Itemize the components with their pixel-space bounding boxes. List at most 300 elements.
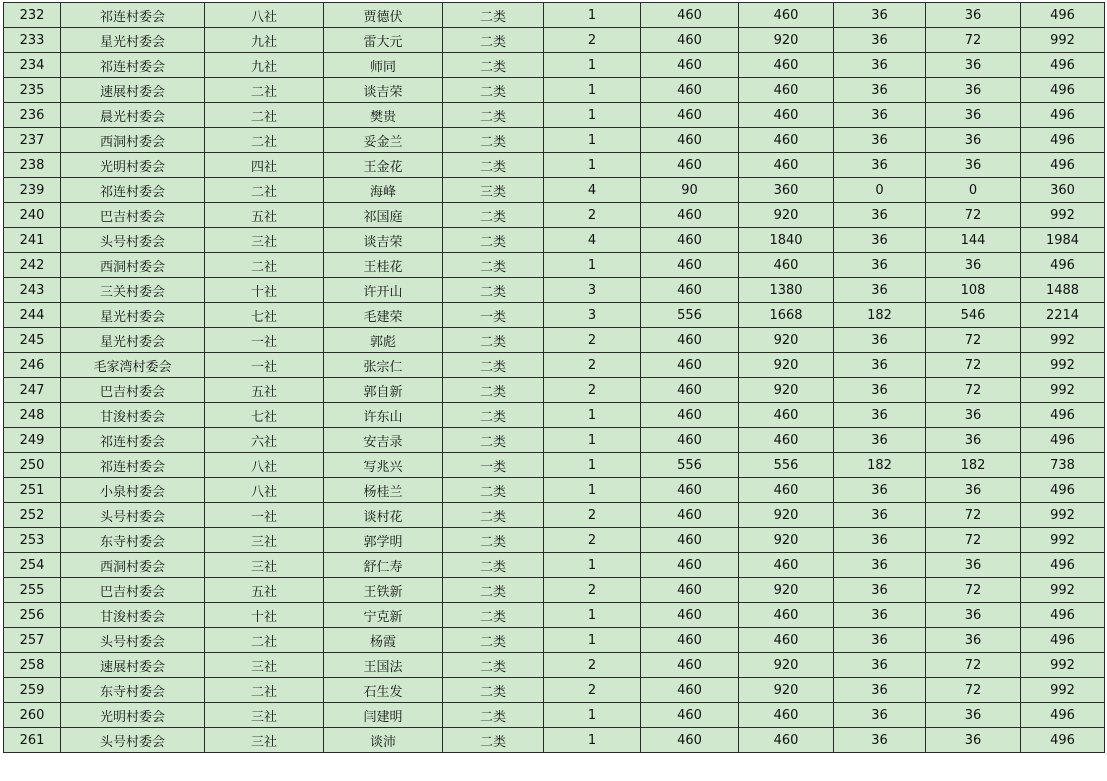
cell-category[interactable]: 二类 (443, 403, 544, 428)
cell-village[interactable]: 头号村委会 (61, 503, 205, 528)
cell-standard[interactable]: 460 (641, 228, 739, 253)
cell-name[interactable]: 舒仁寿 (324, 553, 443, 578)
cell-total[interactable]: 460 (739, 628, 834, 653)
cell-village[interactable]: 祁连村委会 (61, 53, 205, 78)
cell-total[interactable]: 460 (739, 728, 834, 753)
cell-sum[interactable]: 1984 (1021, 228, 1105, 253)
cell-total[interactable]: 460 (739, 253, 834, 278)
cell-village[interactable]: 东寺村委会 (61, 678, 205, 703)
cell-subsidy[interactable]: 36 (834, 203, 926, 228)
cell-subsidy-total[interactable]: 36 (926, 53, 1021, 78)
cell-total[interactable]: 556 (739, 453, 834, 478)
cell-id[interactable]: 257 (4, 628, 61, 653)
cell-group[interactable]: 一社 (205, 503, 324, 528)
cell-subsidy[interactable]: 36 (834, 228, 926, 253)
cell-subsidy[interactable]: 36 (834, 703, 926, 728)
cell-sum[interactable]: 496 (1021, 3, 1105, 28)
cell-group[interactable]: 二社 (205, 628, 324, 653)
cell-subsidy-total[interactable]: 108 (926, 278, 1021, 303)
cell-count[interactable]: 1 (544, 53, 641, 78)
cell-subsidy[interactable]: 36 (834, 78, 926, 103)
cell-sum[interactable]: 992 (1021, 528, 1105, 553)
cell-sum[interactable]: 496 (1021, 478, 1105, 503)
cell-group[interactable]: 八社 (205, 453, 324, 478)
cell-id[interactable]: 244 (4, 303, 61, 328)
cell-count[interactable]: 2 (544, 678, 641, 703)
cell-category[interactable]: 二类 (443, 253, 544, 278)
cell-group[interactable]: 三社 (205, 703, 324, 728)
cell-subsidy-total[interactable]: 72 (926, 328, 1021, 353)
cell-sum[interactable]: 496 (1021, 403, 1105, 428)
cell-total[interactable]: 460 (739, 478, 834, 503)
cell-count[interactable]: 4 (544, 228, 641, 253)
cell-subsidy[interactable]: 36 (834, 253, 926, 278)
cell-count[interactable]: 1 (544, 403, 641, 428)
cell-subsidy-total[interactable]: 36 (926, 728, 1021, 753)
cell-total[interactable]: 920 (739, 378, 834, 403)
cell-count[interactable]: 3 (544, 278, 641, 303)
cell-subsidy[interactable]: 36 (834, 3, 926, 28)
cell-village[interactable]: 甘浚村委会 (61, 603, 205, 628)
cell-subsidy[interactable]: 36 (834, 153, 926, 178)
cell-sum[interactable]: 496 (1021, 78, 1105, 103)
cell-subsidy[interactable]: 36 (834, 428, 926, 453)
cell-name[interactable]: 许开山 (324, 278, 443, 303)
cell-sum[interactable]: 1488 (1021, 278, 1105, 303)
cell-category[interactable]: 二类 (443, 353, 544, 378)
cell-standard[interactable]: 460 (641, 353, 739, 378)
cell-subsidy[interactable]: 36 (834, 628, 926, 653)
cell-sum[interactable]: 992 (1021, 678, 1105, 703)
cell-standard[interactable]: 556 (641, 453, 739, 478)
cell-name[interactable]: 谈吉荣 (324, 228, 443, 253)
cell-id[interactable]: 237 (4, 128, 61, 153)
cell-count[interactable]: 2 (544, 653, 641, 678)
cell-standard[interactable]: 460 (641, 478, 739, 503)
cell-name[interactable]: 安吉录 (324, 428, 443, 453)
cell-name[interactable]: 杨桂兰 (324, 478, 443, 503)
cell-category[interactable]: 二类 (443, 378, 544, 403)
cell-category[interactable]: 二类 (443, 653, 544, 678)
cell-total[interactable]: 920 (739, 328, 834, 353)
cell-sum[interactable]: 992 (1021, 203, 1105, 228)
cell-category[interactable]: 一类 (443, 453, 544, 478)
cell-subsidy[interactable]: 36 (834, 53, 926, 78)
cell-village[interactable]: 光明村委会 (61, 153, 205, 178)
cell-subsidy[interactable]: 36 (834, 528, 926, 553)
cell-standard[interactable]: 90 (641, 178, 739, 203)
cell-standard[interactable]: 460 (641, 253, 739, 278)
cell-count[interactable]: 1 (544, 703, 641, 728)
cell-subsidy[interactable]: 182 (834, 453, 926, 478)
cell-village[interactable]: 晨光村委会 (61, 103, 205, 128)
cell-name[interactable]: 郭学明 (324, 528, 443, 553)
cell-category[interactable]: 二类 (443, 278, 544, 303)
cell-standard[interactable]: 460 (641, 553, 739, 578)
cell-village[interactable]: 东寺村委会 (61, 528, 205, 553)
cell-total[interactable]: 460 (739, 53, 834, 78)
cell-id[interactable]: 251 (4, 478, 61, 503)
cell-sum[interactable]: 738 (1021, 453, 1105, 478)
cell-count[interactable]: 1 (544, 253, 641, 278)
cell-village[interactable]: 头号村委会 (61, 728, 205, 753)
cell-id[interactable]: 240 (4, 203, 61, 228)
cell-subsidy[interactable]: 36 (834, 603, 926, 628)
cell-standard[interactable]: 460 (641, 53, 739, 78)
cell-standard[interactable]: 460 (641, 78, 739, 103)
cell-name[interactable]: 谈沛 (324, 728, 443, 753)
cell-subsidy[interactable]: 36 (834, 403, 926, 428)
cell-group[interactable]: 三社 (205, 728, 324, 753)
cell-id[interactable]: 248 (4, 403, 61, 428)
cell-group[interactable]: 三社 (205, 553, 324, 578)
cell-village[interactable]: 头号村委会 (61, 628, 205, 653)
cell-group[interactable]: 九社 (205, 28, 324, 53)
cell-group[interactable]: 二社 (205, 178, 324, 203)
cell-subsidy-total[interactable]: 36 (926, 403, 1021, 428)
cell-count[interactable]: 2 (544, 503, 641, 528)
cell-village[interactable]: 星光村委会 (61, 28, 205, 53)
cell-subsidy-total[interactable]: 36 (926, 153, 1021, 178)
cell-sum[interactable]: 992 (1021, 328, 1105, 353)
cell-id[interactable]: 232 (4, 3, 61, 28)
cell-category[interactable]: 二类 (443, 153, 544, 178)
cell-standard[interactable]: 460 (641, 678, 739, 703)
cell-standard[interactable]: 460 (641, 328, 739, 353)
cell-sum[interactable]: 360 (1021, 178, 1105, 203)
cell-category[interactable]: 二类 (443, 103, 544, 128)
cell-id[interactable]: 260 (4, 703, 61, 728)
cell-id[interactable]: 255 (4, 578, 61, 603)
cell-sum[interactable]: 496 (1021, 628, 1105, 653)
cell-category[interactable]: 一类 (443, 303, 544, 328)
cell-category[interactable]: 二类 (443, 28, 544, 53)
cell-subsidy[interactable]: 36 (834, 578, 926, 603)
cell-id[interactable]: 261 (4, 728, 61, 753)
cell-subsidy-total[interactable]: 72 (926, 28, 1021, 53)
cell-category[interactable]: 二类 (443, 203, 544, 228)
cell-name[interactable]: 王国法 (324, 653, 443, 678)
cell-village[interactable]: 祁连村委会 (61, 453, 205, 478)
cell-total[interactable]: 460 (739, 103, 834, 128)
cell-village[interactable]: 西洞村委会 (61, 253, 205, 278)
cell-village[interactable]: 巴吉村委会 (61, 378, 205, 403)
cell-id[interactable]: 245 (4, 328, 61, 353)
cell-name[interactable]: 写兆兴 (324, 453, 443, 478)
cell-count[interactable]: 4 (544, 178, 641, 203)
cell-id[interactable]: 239 (4, 178, 61, 203)
cell-total[interactable]: 460 (739, 153, 834, 178)
cell-subsidy[interactable]: 182 (834, 303, 926, 328)
cell-group[interactable]: 一社 (205, 328, 324, 353)
cell-subsidy-total[interactable]: 72 (926, 378, 1021, 403)
cell-standard[interactable]: 460 (641, 428, 739, 453)
cell-name[interactable]: 谈吉荣 (324, 78, 443, 103)
cell-name[interactable]: 雷大元 (324, 28, 443, 53)
cell-group[interactable]: 三社 (205, 653, 324, 678)
cell-subsidy[interactable]: 36 (834, 278, 926, 303)
cell-standard[interactable]: 460 (641, 628, 739, 653)
cell-category[interactable]: 二类 (443, 578, 544, 603)
cell-name[interactable]: 毛建荣 (324, 303, 443, 328)
cell-standard[interactable]: 460 (641, 403, 739, 428)
cell-id[interactable]: 246 (4, 353, 61, 378)
cell-standard[interactable]: 460 (641, 528, 739, 553)
cell-total[interactable]: 920 (739, 678, 834, 703)
cell-total[interactable]: 920 (739, 528, 834, 553)
cell-count[interactable]: 1 (544, 553, 641, 578)
cell-group[interactable]: 八社 (205, 3, 324, 28)
cell-subsidy-total[interactable]: 72 (926, 678, 1021, 703)
cell-name[interactable]: 祁国庭 (324, 203, 443, 228)
cell-group[interactable]: 一社 (205, 353, 324, 378)
cell-sum[interactable]: 496 (1021, 703, 1105, 728)
cell-group[interactable]: 五社 (205, 203, 324, 228)
cell-name[interactable]: 师同 (324, 53, 443, 78)
cell-id[interactable]: 258 (4, 653, 61, 678)
cell-village[interactable]: 祁连村委会 (61, 3, 205, 28)
cell-name[interactable]: 杨霞 (324, 628, 443, 653)
cell-subsidy-total[interactable]: 36 (926, 78, 1021, 103)
cell-total[interactable]: 460 (739, 128, 834, 153)
cell-category[interactable]: 二类 (443, 603, 544, 628)
cell-name[interactable]: 樊贵 (324, 103, 443, 128)
cell-count[interactable]: 1 (544, 628, 641, 653)
cell-total[interactable]: 460 (739, 428, 834, 453)
cell-category[interactable]: 二类 (443, 328, 544, 353)
cell-count[interactable]: 1 (544, 78, 641, 103)
cell-category[interactable]: 二类 (443, 3, 544, 28)
cell-standard[interactable]: 460 (641, 378, 739, 403)
cell-village[interactable]: 甘浚村委会 (61, 403, 205, 428)
cell-group[interactable]: 八社 (205, 478, 324, 503)
cell-count[interactable]: 1 (544, 453, 641, 478)
cell-name[interactable]: 王金花 (324, 153, 443, 178)
cell-standard[interactable]: 556 (641, 303, 739, 328)
cell-subsidy[interactable]: 36 (834, 128, 926, 153)
cell-village[interactable]: 西洞村委会 (61, 128, 205, 153)
cell-count[interactable]: 1 (544, 103, 641, 128)
cell-id[interactable]: 252 (4, 503, 61, 528)
cell-total[interactable]: 360 (739, 178, 834, 203)
cell-sum[interactable]: 2214 (1021, 303, 1105, 328)
cell-category[interactable]: 二类 (443, 428, 544, 453)
cell-id[interactable]: 253 (4, 528, 61, 553)
cell-subsidy-total[interactable]: 72 (926, 203, 1021, 228)
cell-village[interactable]: 速展村委会 (61, 78, 205, 103)
cell-sum[interactable]: 496 (1021, 53, 1105, 78)
cell-category[interactable]: 二类 (443, 678, 544, 703)
cell-standard[interactable]: 460 (641, 128, 739, 153)
cell-category[interactable]: 二类 (443, 228, 544, 253)
cell-total[interactable]: 460 (739, 603, 834, 628)
cell-category[interactable]: 二类 (443, 528, 544, 553)
cell-count[interactable]: 1 (544, 478, 641, 503)
cell-subsidy-total[interactable]: 36 (926, 628, 1021, 653)
cell-total[interactable]: 920 (739, 203, 834, 228)
cell-name[interactable]: 谈村花 (324, 503, 443, 528)
cell-village[interactable]: 毛家湾村委会 (61, 353, 205, 378)
cell-sum[interactable]: 992 (1021, 28, 1105, 53)
cell-total[interactable]: 460 (739, 3, 834, 28)
cell-total[interactable]: 460 (739, 78, 834, 103)
cell-total[interactable]: 1668 (739, 303, 834, 328)
cell-total[interactable]: 460 (739, 703, 834, 728)
cell-sum[interactable]: 496 (1021, 728, 1105, 753)
cell-subsidy[interactable]: 36 (834, 653, 926, 678)
cell-name[interactable]: 海峰 (324, 178, 443, 203)
cell-count[interactable]: 1 (544, 728, 641, 753)
cell-group[interactable]: 七社 (205, 403, 324, 428)
cell-name[interactable]: 许东山 (324, 403, 443, 428)
cell-count[interactable]: 1 (544, 3, 641, 28)
cell-id[interactable]: 249 (4, 428, 61, 453)
cell-sum[interactable]: 496 (1021, 253, 1105, 278)
cell-count[interactable]: 2 (544, 378, 641, 403)
cell-name[interactable]: 张宗仁 (324, 353, 443, 378)
cell-id[interactable]: 256 (4, 603, 61, 628)
cell-subsidy-total[interactable]: 72 (926, 528, 1021, 553)
cell-count[interactable]: 2 (544, 328, 641, 353)
cell-category[interactable]: 二类 (443, 128, 544, 153)
cell-standard[interactable]: 460 (641, 278, 739, 303)
cell-group[interactable]: 二社 (205, 128, 324, 153)
cell-id[interactable]: 241 (4, 228, 61, 253)
cell-total[interactable]: 1840 (739, 228, 834, 253)
cell-sum[interactable]: 992 (1021, 503, 1105, 528)
cell-id[interactable]: 238 (4, 153, 61, 178)
cell-id[interactable]: 254 (4, 553, 61, 578)
cell-subsidy-total[interactable]: 36 (926, 128, 1021, 153)
cell-group[interactable]: 二社 (205, 103, 324, 128)
cell-total[interactable]: 920 (739, 353, 834, 378)
cell-category[interactable]: 二类 (443, 628, 544, 653)
cell-subsidy[interactable]: 36 (834, 478, 926, 503)
cell-id[interactable]: 259 (4, 678, 61, 703)
cell-name[interactable]: 闫建明 (324, 703, 443, 728)
cell-subsidy[interactable]: 0 (834, 178, 926, 203)
cell-total[interactable]: 460 (739, 403, 834, 428)
cell-category[interactable]: 二类 (443, 78, 544, 103)
cell-subsidy-total[interactable]: 36 (926, 253, 1021, 278)
cell-group[interactable]: 七社 (205, 303, 324, 328)
cell-standard[interactable]: 460 (641, 603, 739, 628)
cell-village[interactable]: 光明村委会 (61, 703, 205, 728)
cell-sum[interactable]: 496 (1021, 103, 1105, 128)
cell-category[interactable]: 二类 (443, 503, 544, 528)
cell-name[interactable]: 郭自新 (324, 378, 443, 403)
cell-subsidy[interactable]: 36 (834, 553, 926, 578)
cell-group[interactable]: 二社 (205, 678, 324, 703)
cell-subsidy[interactable]: 36 (834, 353, 926, 378)
cell-subsidy-total[interactable]: 36 (926, 428, 1021, 453)
cell-id[interactable]: 235 (4, 78, 61, 103)
cell-sum[interactable]: 992 (1021, 578, 1105, 603)
cell-group[interactable]: 二社 (205, 78, 324, 103)
cell-subsidy[interactable]: 36 (834, 103, 926, 128)
cell-subsidy-total[interactable]: 144 (926, 228, 1021, 253)
cell-sum[interactable]: 496 (1021, 603, 1105, 628)
cell-sum[interactable]: 496 (1021, 428, 1105, 453)
cell-subsidy-total[interactable]: 72 (926, 503, 1021, 528)
cell-subsidy-total[interactable]: 72 (926, 653, 1021, 678)
cell-name[interactable]: 宁克新 (324, 603, 443, 628)
cell-village[interactable]: 巴吉村委会 (61, 578, 205, 603)
cell-name[interactable]: 石生发 (324, 678, 443, 703)
cell-count[interactable]: 3 (544, 303, 641, 328)
cell-total[interactable]: 460 (739, 553, 834, 578)
cell-total[interactable]: 920 (739, 28, 834, 53)
cell-category[interactable]: 二类 (443, 553, 544, 578)
cell-standard[interactable]: 460 (641, 153, 739, 178)
cell-sum[interactable]: 992 (1021, 378, 1105, 403)
cell-subsidy-total[interactable]: 182 (926, 453, 1021, 478)
cell-standard[interactable]: 460 (641, 653, 739, 678)
cell-count[interactable]: 1 (544, 128, 641, 153)
cell-standard[interactable]: 460 (641, 503, 739, 528)
cell-count[interactable]: 2 (544, 28, 641, 53)
cell-standard[interactable]: 460 (641, 103, 739, 128)
cell-subsidy-total[interactable]: 36 (926, 703, 1021, 728)
cell-id[interactable]: 242 (4, 253, 61, 278)
cell-subsidy-total[interactable]: 72 (926, 578, 1021, 603)
cell-category[interactable]: 二类 (443, 728, 544, 753)
cell-sum[interactable]: 496 (1021, 153, 1105, 178)
cell-id[interactable]: 236 (4, 103, 61, 128)
cell-subsidy-total[interactable]: 36 (926, 478, 1021, 503)
cell-category[interactable]: 三类 (443, 178, 544, 203)
cell-subsidy[interactable]: 36 (834, 503, 926, 528)
cell-id[interactable]: 247 (4, 378, 61, 403)
cell-group[interactable]: 六社 (205, 428, 324, 453)
cell-village[interactable]: 速展村委会 (61, 653, 205, 678)
cell-category[interactable]: 二类 (443, 478, 544, 503)
cell-name[interactable]: 郭彪 (324, 328, 443, 353)
cell-count[interactable]: 2 (544, 203, 641, 228)
cell-village[interactable]: 头号村委会 (61, 228, 205, 253)
cell-count[interactable]: 2 (544, 353, 641, 378)
cell-subsidy-total[interactable]: 36 (926, 103, 1021, 128)
cell-subsidy[interactable]: 36 (834, 728, 926, 753)
cell-sum[interactable]: 992 (1021, 353, 1105, 378)
cell-name[interactable]: 妥金兰 (324, 128, 443, 153)
cell-village[interactable]: 小泉村委会 (61, 478, 205, 503)
cell-village[interactable]: 西洞村委会 (61, 553, 205, 578)
cell-group[interactable]: 三社 (205, 228, 324, 253)
cell-subsidy-total[interactable]: 72 (926, 353, 1021, 378)
cell-id[interactable]: 233 (4, 28, 61, 53)
cell-count[interactable]: 1 (544, 603, 641, 628)
cell-group[interactable]: 十社 (205, 603, 324, 628)
cell-village[interactable]: 祁连村委会 (61, 178, 205, 203)
cell-group[interactable]: 三社 (205, 528, 324, 553)
cell-group[interactable]: 五社 (205, 578, 324, 603)
cell-standard[interactable]: 460 (641, 703, 739, 728)
cell-group[interactable]: 十社 (205, 278, 324, 303)
cell-standard[interactable]: 460 (641, 28, 739, 53)
cell-total[interactable]: 920 (739, 653, 834, 678)
cell-count[interactable]: 1 (544, 428, 641, 453)
cell-total[interactable]: 920 (739, 503, 834, 528)
cell-id[interactable]: 250 (4, 453, 61, 478)
cell-sum[interactable]: 496 (1021, 553, 1105, 578)
cell-category[interactable]: 二类 (443, 703, 544, 728)
cell-subsidy-total[interactable]: 36 (926, 603, 1021, 628)
cell-total[interactable]: 920 (739, 578, 834, 603)
cell-standard[interactable]: 460 (641, 578, 739, 603)
cell-village[interactable]: 星光村委会 (61, 328, 205, 353)
cell-count[interactable]: 2 (544, 578, 641, 603)
